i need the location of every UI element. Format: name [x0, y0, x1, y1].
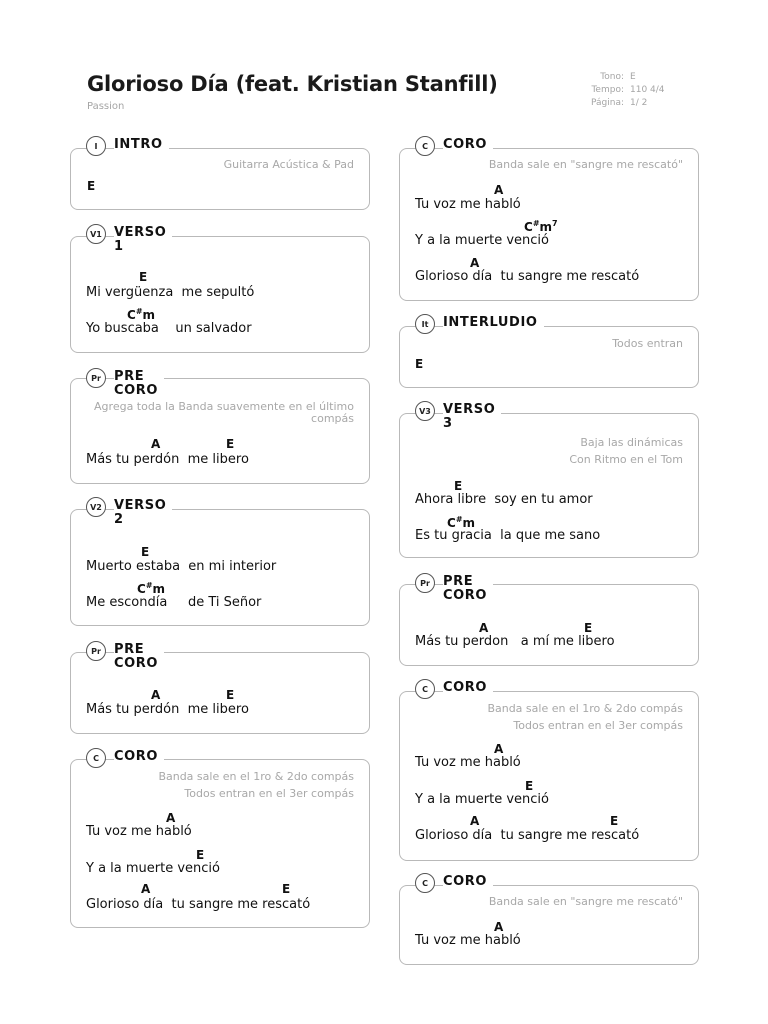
lyric-line: Me escondía de Ti Señor [86, 595, 262, 610]
chord-label: A [479, 621, 489, 635]
section-notes: Banda sale en el 1ro & 2do compás Todos entran en el 3er compás [487, 702, 683, 732]
artist-name: Passion [87, 101, 125, 112]
section-interludio [399, 314, 699, 388]
chord-label: A [470, 256, 480, 270]
chord-label: E [415, 357, 424, 371]
song-meta [586, 71, 665, 110]
key-label: Tono: [600, 72, 624, 82]
section-title: PRE CORO [114, 370, 164, 398]
lyric-line: Más tu perdón me libero [86, 702, 249, 717]
section-badge: Pr [415, 573, 435, 593]
section-title: INTRO [114, 138, 169, 152]
lyric-line: Y a la muerte venció [86, 861, 220, 876]
lyric-line: Más tu perdón me libero [86, 452, 249, 467]
section-pre-coro-3 [399, 573, 699, 666]
lyric-line: Ahora libre soy en tu amor [415, 492, 593, 507]
chord-label: E [226, 688, 235, 702]
section-title: PRE CORO [114, 643, 164, 671]
section-notes: Guitarra Acústica & Pad [223, 158, 354, 171]
section-title: CORO [114, 750, 164, 764]
section-notes: Baja las dinámicas Con Ritmo en el Tom [569, 436, 683, 466]
chord-label: C#m [137, 581, 166, 596]
chord-label: A [151, 437, 161, 451]
section-title: VERSO 2 [114, 499, 172, 527]
chord-label: $C^{\#}m^7$ [524, 219, 558, 234]
section-badge: C [415, 136, 435, 156]
chord-label: A [470, 814, 480, 828]
page-value: 1/ 2 [630, 98, 648, 108]
chord-label: C#m [447, 515, 476, 530]
section-badge: Pr [86, 641, 106, 661]
lyric-line: Glorioso día tu sangre me rescató [86, 897, 311, 912]
chord-label: E [282, 882, 291, 896]
section-title: INTERLUDIO [443, 316, 544, 330]
chord-label: E [139, 270, 148, 284]
song-title: Glorioso Día (feat. Kristian Stanfill) [87, 72, 498, 96]
lyric-line: Tu voz me habló [415, 933, 521, 948]
chord-label: E [610, 814, 619, 828]
section-title: CORO [443, 138, 493, 152]
chord-label: A [494, 920, 504, 934]
section-badge: V1 [86, 224, 106, 244]
section-title: PRE CORO [443, 575, 493, 603]
section-coro-3 [399, 679, 699, 861]
chord-label: A [494, 742, 504, 756]
section-notes: Banda sale en "sangre me rescató" [488, 158, 683, 171]
page-label: Página: [590, 98, 624, 108]
chord-label: A [494, 183, 504, 197]
chord-label: E [525, 779, 534, 793]
section-verso-1 [70, 224, 370, 353]
chord-label: C#m [127, 307, 156, 322]
section-title: VERSO 1 [114, 226, 172, 254]
chord-label: A [141, 882, 151, 896]
lyric-line: Mi vergüenza me sepultó [86, 285, 255, 300]
section-notes: Todos entran [612, 337, 683, 350]
lyric-line: Tu voz me habló [415, 197, 521, 212]
chord-label: A [166, 811, 176, 825]
section-badge: C [86, 748, 106, 768]
section-badge: Pr [86, 368, 106, 388]
section-pre-coro-1 [70, 368, 370, 484]
section-badge: V3 [415, 401, 435, 421]
tempo-label: Tempo: [591, 85, 624, 95]
section-badge: C [415, 873, 435, 893]
chord-label: E [196, 848, 205, 862]
section-notes: Banda sale en el 1ro & 2do compás Todos entran en el 3er compás [158, 770, 354, 800]
chord-label: E [226, 437, 235, 451]
section-verso-2 [70, 497, 370, 626]
section-title: CORO [443, 681, 493, 695]
section-badge: C [415, 679, 435, 699]
section-coro-4 [399, 873, 699, 965]
section-badge: I [86, 136, 106, 156]
section-coro-1 [70, 748, 370, 928]
lyric-line: Glorioso día tu sangre me rescató [415, 269, 640, 284]
section-title: VERSO 3 [443, 403, 501, 431]
lyric-line: Yo buscaba un salvador [86, 321, 252, 336]
key-value: E [630, 72, 636, 82]
lyric-line: Y a la muerte venció [415, 792, 549, 807]
lyric-line: Y a la muerte venció [415, 233, 549, 248]
section-badge: It [415, 314, 435, 334]
chord-label: E [454, 479, 463, 493]
chord-label: E [584, 621, 593, 635]
tempo-value: 110 4/4 [630, 85, 665, 95]
section-badge: V2 [86, 497, 106, 517]
lyric-line: Tu voz me habló [86, 824, 192, 839]
section-notes: Agrega toda la Banda suavemente en el último compás [94, 400, 354, 425]
section-pre-coro-2 [70, 641, 370, 734]
section-intro [70, 136, 370, 210]
lyric-line: Más tu perdon a mí me libero [415, 634, 615, 649]
lyric-line: Tu voz me habló [415, 755, 521, 770]
chord-label: E [87, 179, 96, 193]
lyric-line: Es tu gracia la que me sano [415, 528, 601, 543]
section-coro-2 [399, 136, 699, 301]
lyric-line: Muerto estaba en mi interior [86, 559, 277, 574]
lyric-line: Glorioso día tu sangre me rescató [415, 828, 640, 843]
chord-label: A [151, 688, 161, 702]
chord-label: E [141, 545, 150, 559]
section-verso-3 [399, 401, 699, 558]
section-title: CORO [443, 875, 493, 889]
section-notes: Banda sale en "sangre me rescató" [488, 895, 683, 908]
